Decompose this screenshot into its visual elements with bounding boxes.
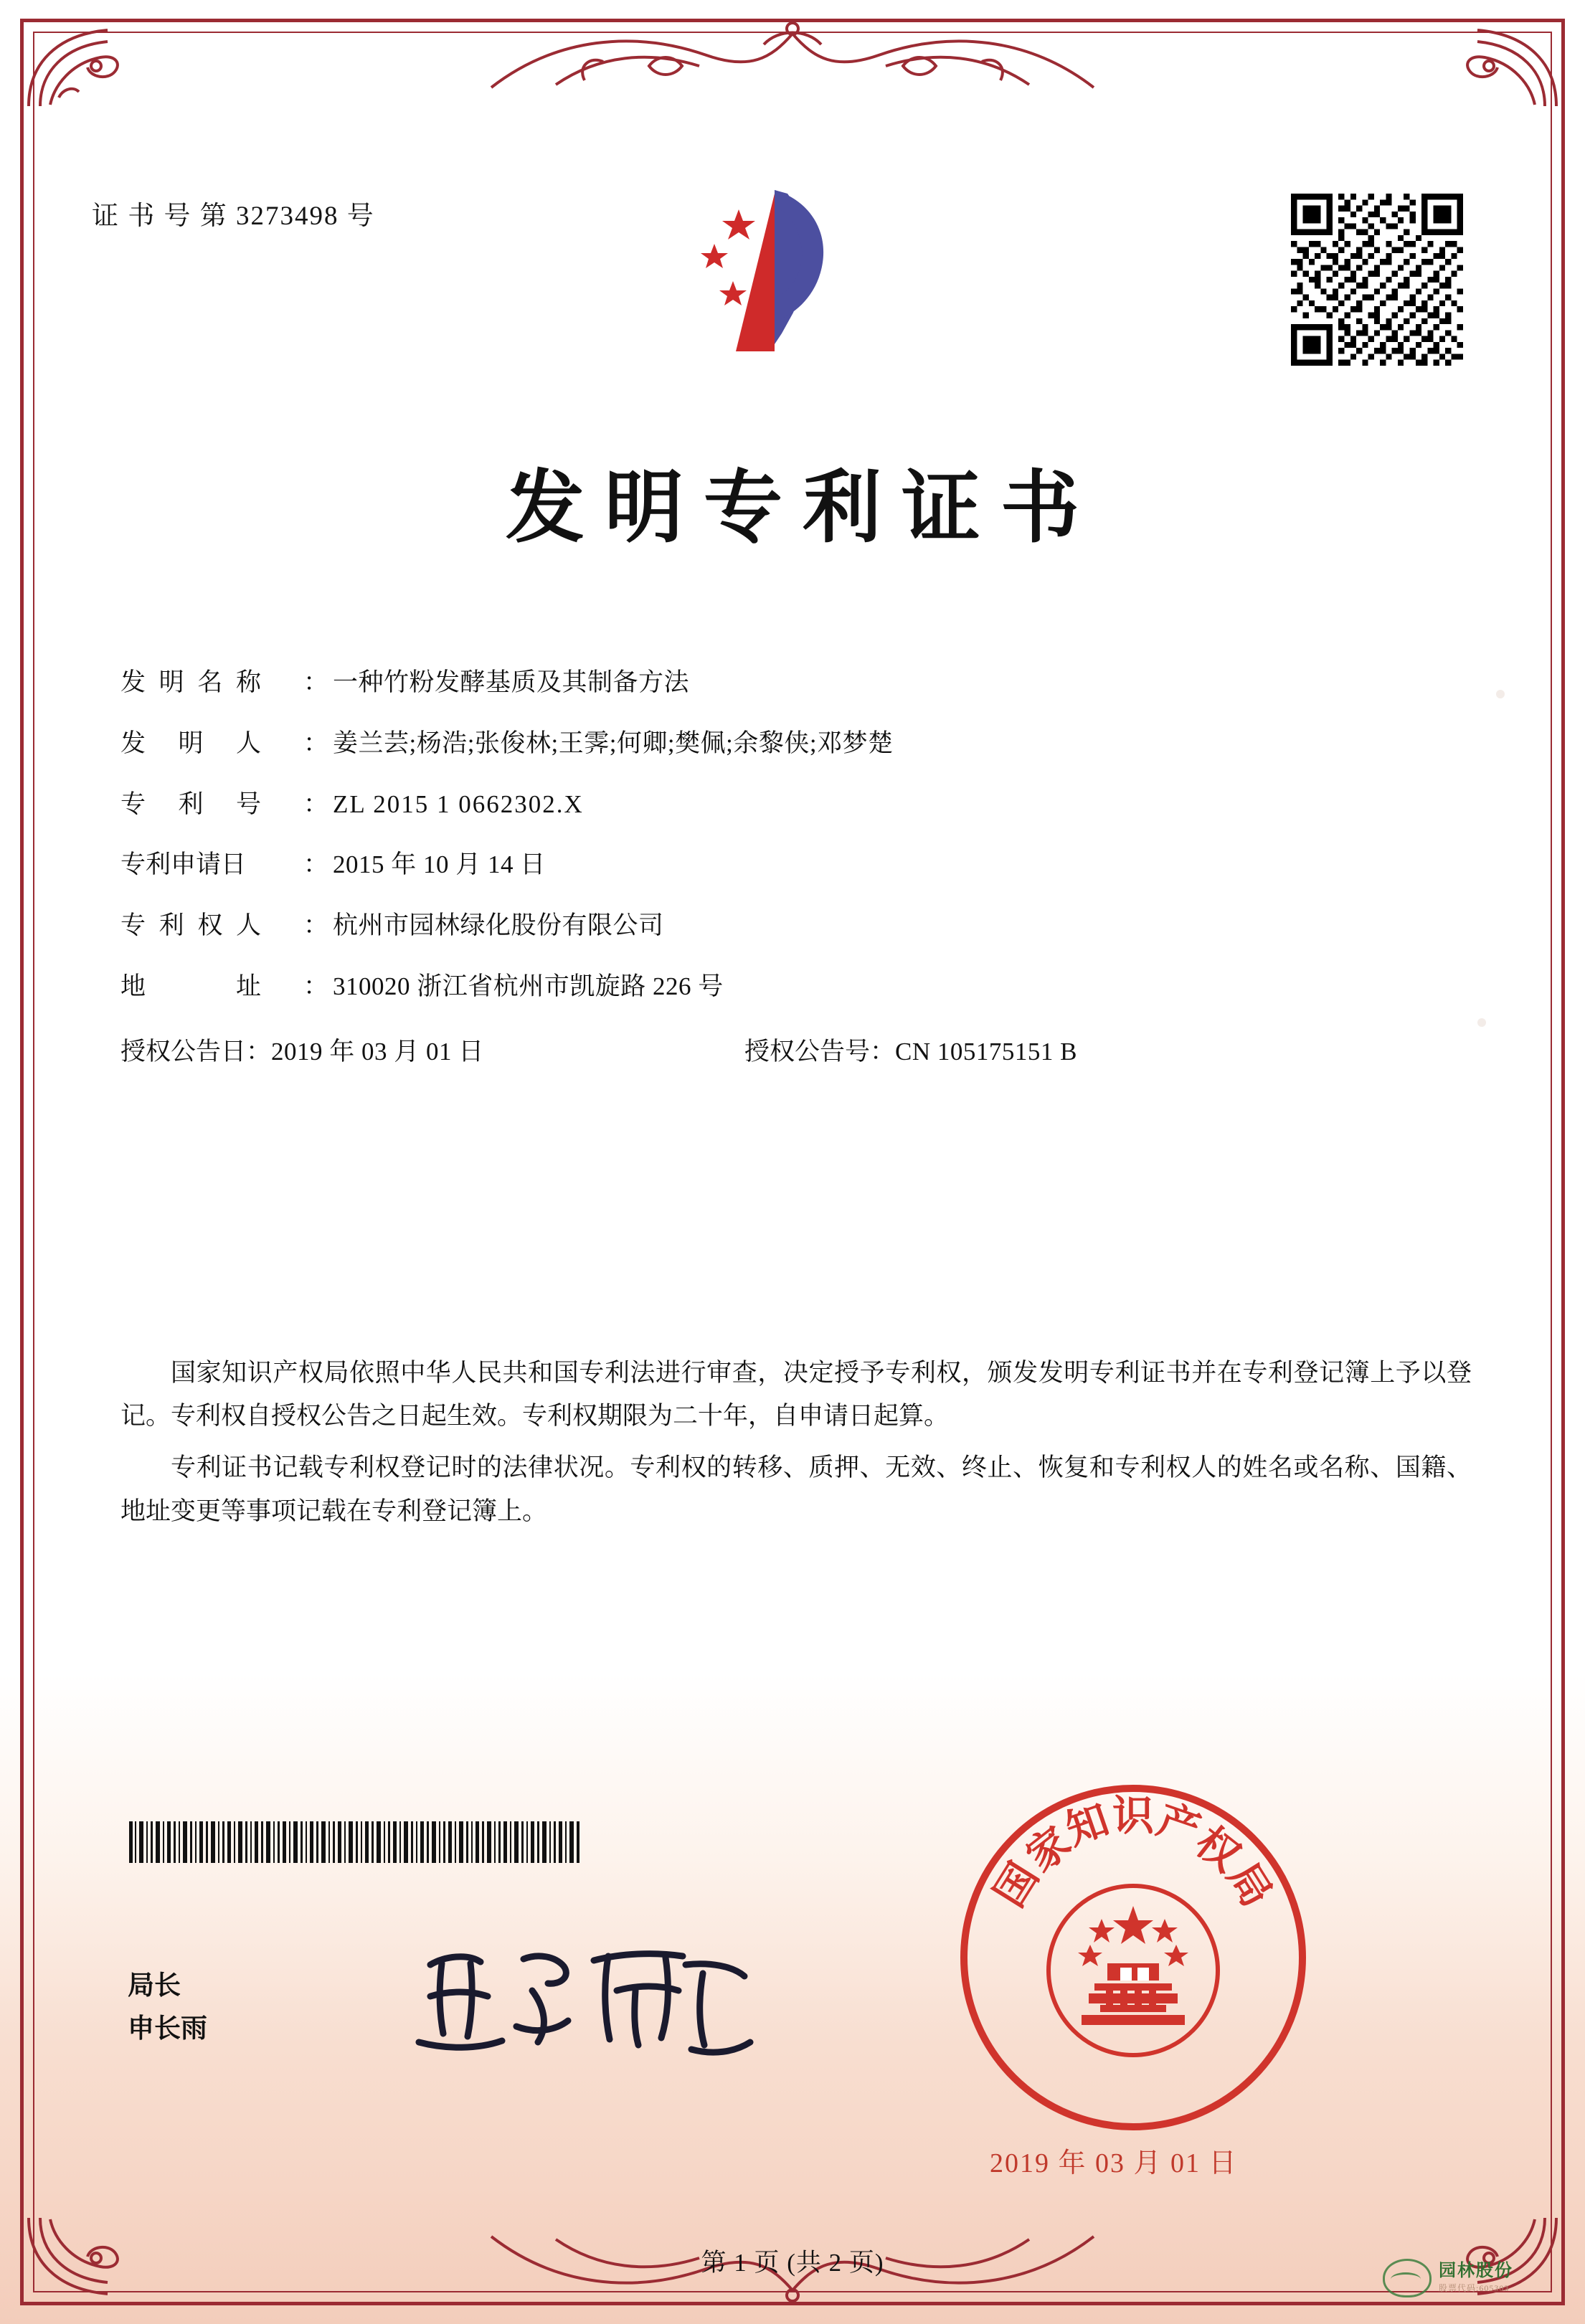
legal-paragraph-1: 国家知识产权局依照中华人民共和国专利法进行审查，决定授予专利权，颁发发明专利证书并在专利登记簿上予以登记。专利权自授权公告之日起生效。专利权期限为二十年，自申请日起算。 bbox=[120, 1359, 1472, 1431]
field-colon: ： bbox=[303, 729, 329, 757]
label-char: 称 bbox=[235, 668, 261, 696]
field-value-address: 310020 浙江省杭州市凯旋路 226 号 bbox=[333, 972, 724, 1000]
label-char: 人 bbox=[235, 729, 261, 757]
grant-number-group bbox=[744, 1032, 1077, 1068]
field-label-patentee bbox=[120, 910, 303, 942]
label-char: 人 bbox=[235, 911, 261, 939]
field-list bbox=[120, 667, 1477, 1092]
seal-date: 2019 年 03 月 01 日 bbox=[990, 2148, 1238, 2178]
field-value-grant-date: 2019 年 03 月 01 日 bbox=[271, 1037, 484, 1066]
field-row-grant-info bbox=[120, 1032, 1477, 1068]
field-label-grant-number: 授权公告号： bbox=[744, 1037, 896, 1066]
page-footer: 第 1 页 (共 2 页) bbox=[701, 2249, 884, 2277]
field-row-inventors bbox=[120, 728, 1477, 759]
svg-text:家: 家 bbox=[1017, 1817, 1080, 1882]
label-text: 专利申请日 bbox=[120, 850, 247, 879]
field-colon: ： bbox=[303, 850, 329, 879]
label-char: 址 bbox=[235, 972, 261, 1000]
field-value-patentee: 杭州市园林绿化股份有限公司 bbox=[333, 911, 664, 939]
label-char: 名 bbox=[197, 668, 223, 696]
field-label-invention-name bbox=[120, 667, 303, 698]
label-char: 利 bbox=[158, 911, 184, 939]
field-label-patent-number bbox=[120, 789, 303, 820]
label-char: 地 bbox=[120, 972, 146, 1000]
legal-text-block bbox=[120, 1352, 1472, 1542]
label-char: 利 bbox=[178, 789, 204, 818]
paper-speck bbox=[1496, 690, 1505, 698]
field-colon: ： bbox=[303, 911, 329, 939]
signature-block bbox=[128, 1965, 207, 2051]
field-colon: ： bbox=[303, 668, 329, 696]
svg-text:知: 知 bbox=[1059, 1795, 1115, 1855]
field-label-inventors bbox=[120, 728, 303, 759]
label-char: 明 bbox=[178, 729, 204, 757]
field-value-grant-number: CN 105175151 B bbox=[895, 1037, 1077, 1066]
field-value-invention-name: 一种竹粉发酵基质及其制备方法 bbox=[333, 668, 690, 696]
svg-text:局: 局 bbox=[1218, 1854, 1282, 1915]
page-title: 发明专利证书 bbox=[506, 461, 1099, 554]
barcode bbox=[129, 1821, 581, 1863]
label-char: 发 bbox=[120, 668, 146, 696]
field-label-address bbox=[120, 971, 303, 1002]
company-logo-icon bbox=[1383, 2259, 1432, 2297]
field-row-address bbox=[120, 971, 1477, 1002]
field-value-application-date: 2015 年 10 月 14 日 bbox=[333, 850, 546, 879]
svg-text:权: 权 bbox=[1186, 1817, 1249, 1882]
legal-paragraph-2: 专利证书记载专利权登记时的法律状况。专利权的转移、质押、无效、终止、恢复和专利权人的姓名或名称、国籍、地址变更等事项记载在专利登记簿上。 bbox=[120, 1453, 1472, 1525]
grant-date-group bbox=[120, 1032, 744, 1068]
director-title: 局长 bbox=[128, 1971, 181, 2001]
field-label-grant-date: 授权公告日： bbox=[120, 1037, 272, 1066]
company-name: 园林股份 bbox=[1439, 2262, 1513, 2280]
label-char: 明 bbox=[158, 668, 184, 696]
field-label-application-date bbox=[120, 849, 303, 881]
paper-speck bbox=[1477, 1018, 1486, 1027]
field-row-patentee bbox=[120, 910, 1477, 942]
field-value-inventors: 姜兰芸;杨浩;张俊林;王霁;何卿;樊佩;余黎侠;邓梦楚 bbox=[333, 729, 894, 757]
field-value-patent-number: ZL 2015 1 0662302.X bbox=[333, 789, 584, 818]
official-seal bbox=[954, 1778, 1312, 2137]
company-watermark bbox=[1383, 2252, 1548, 2304]
svg-text:国: 国 bbox=[984, 1854, 1049, 1915]
company-stock-code: 股票代码:605303 bbox=[1439, 2282, 1510, 2293]
label-char: 号 bbox=[235, 789, 261, 818]
svg-text:产: 产 bbox=[1151, 1795, 1207, 1855]
cnipa-logo-icon bbox=[667, 172, 882, 380]
field-row-invention-name bbox=[120, 667, 1477, 698]
handwritten-signature bbox=[402, 1922, 775, 2072]
label-char: 发 bbox=[120, 729, 146, 757]
label-char: 专 bbox=[120, 789, 146, 818]
label-char: 权 bbox=[197, 911, 223, 939]
label-char: 专 bbox=[120, 911, 146, 939]
field-colon: ： bbox=[303, 789, 329, 818]
field-row-patent-number bbox=[120, 789, 1477, 820]
qr-code bbox=[1291, 194, 1463, 366]
field-colon: ： bbox=[303, 972, 329, 1000]
director-name: 申长雨 bbox=[128, 2014, 207, 2044]
svg-text:识: 识 bbox=[1112, 1791, 1155, 1840]
field-row-application-date bbox=[120, 849, 1477, 881]
certificate-number: 证 书 号 第 3273498 号 bbox=[92, 201, 375, 231]
